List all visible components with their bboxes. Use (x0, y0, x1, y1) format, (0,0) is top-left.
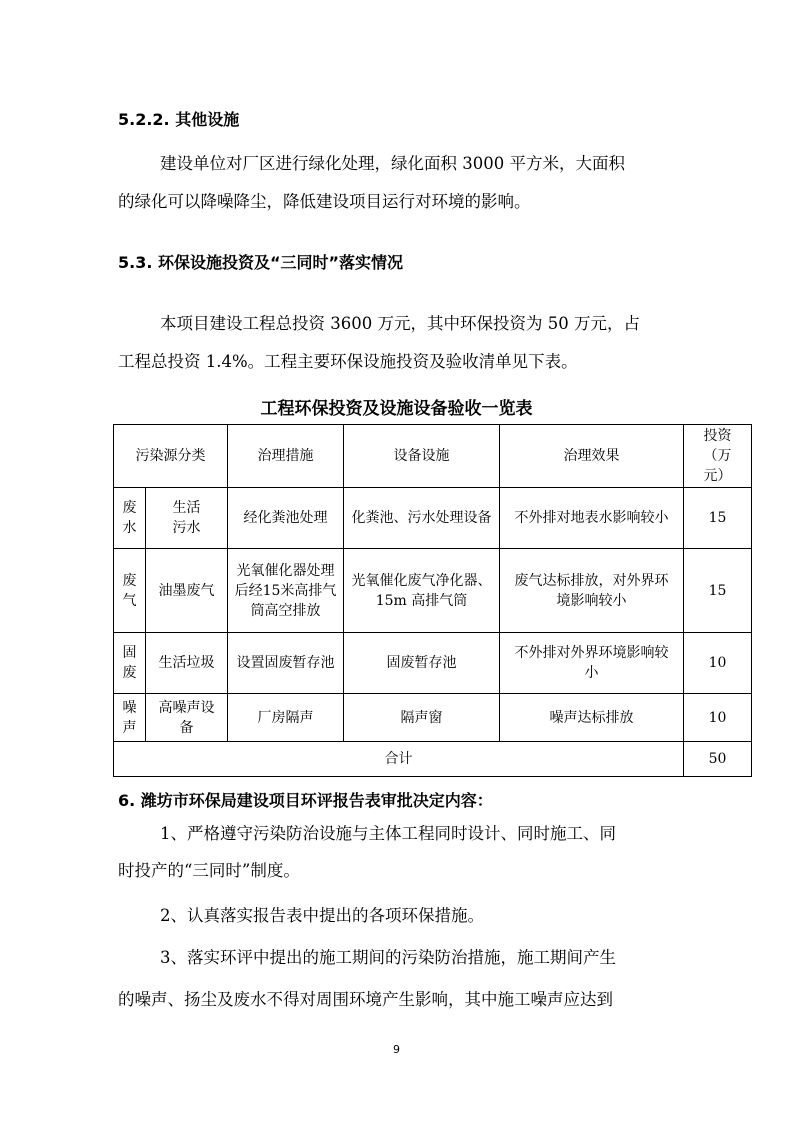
page-number: 9 (393, 1043, 400, 1056)
header-investment: 投资（万元） (684, 425, 752, 488)
cell-effect: 废气达标排放，对外界环境影响较小 (500, 549, 684, 633)
section-6-item2: 2、认真落实报告表中提出的各项环保措施。 (160, 906, 484, 925)
table-row (114, 633, 752, 694)
cell-effect: 不外排对地表水影响较小 (500, 488, 684, 549)
cell-effect: 不外排对外界环境影响较小 (500, 633, 684, 694)
cell-investment: 15 (684, 488, 752, 549)
cell-equipment: 隔声窗 (344, 694, 500, 742)
cell-equipment: 固废暂存池 (344, 633, 500, 694)
cell-measure: 光氧催化器处理后经15米高排气筒高空排放 (228, 549, 344, 633)
cell-source: 生活污水 (146, 488, 228, 549)
cell-investment: 15 (684, 549, 752, 633)
cell-type: 废气 (114, 549, 146, 633)
section-6-heading: 6. 潍坊市环保局建设项目环评报告表审批决定内容： (118, 791, 493, 810)
table-title: 工程环保投资及设施设备验收一览表 (260, 399, 533, 419)
section-53-para-line1: 本项目建设工程总投资 3600 万元，其中环保投资为 50 万元，占 (160, 314, 640, 333)
cell-measure: 经化粪池处理 (228, 488, 344, 549)
cell-measure: 厂房隔声 (228, 694, 344, 742)
section-6-item1-line2: 时投产的“三同时”制度。 (118, 861, 300, 880)
cell-measure: 设置固废暂存池 (228, 633, 344, 694)
header-effect: 治理效果 (500, 425, 684, 488)
table-row (114, 694, 752, 742)
section-522-heading: 5.2.2. 其他设施 (118, 110, 240, 129)
cell-source: 生活垃圾 (146, 633, 228, 694)
table-header-row (114, 425, 752, 488)
table-row (114, 549, 752, 633)
cell-equipment: 化粪池、污水处理设备 (344, 488, 500, 549)
cell-source: 高噪声设备 (146, 694, 228, 742)
section-53-para-line2: 工程总投资 1.4%。工程主要环保设施投资及验收清单见下表。 (118, 352, 578, 371)
section-6-item3-line1: 3、落实环评中提出的施工期间的污染防治措施，施工期间产生 (160, 948, 616, 967)
section-6-item1-line1: 1、严格遵守污染防治设施与主体工程同时设计、同时施工、同 (160, 824, 616, 843)
total-label: 合计 (114, 742, 684, 777)
header-measure: 治理措施 (228, 425, 344, 488)
section-522-para-line1: 建设单位对厂区进行绿化处理，绿化面积 3000 平方米，大面积 (160, 154, 625, 173)
header-equipment: 设备设施 (344, 425, 500, 488)
cell-investment: 10 (684, 694, 752, 742)
header-category: 污染源分类 (114, 425, 228, 488)
cell-type: 固废 (114, 633, 146, 694)
cell-equipment: 光氧催化废气净化器、15m 高排气筒 (344, 549, 500, 633)
cell-effect: 噪声达标排放 (500, 694, 684, 742)
table-total-row (114, 742, 752, 777)
investment-table (113, 424, 752, 777)
total-value: 50 (684, 742, 752, 777)
section-6-item3-line2: 的噪声、扬尘及废水不得对周围环境产生影响，其中施工噪声应达到 (118, 990, 613, 1009)
cell-investment: 10 (684, 633, 752, 694)
cell-type: 废水 (114, 488, 146, 549)
cell-source: 油墨废气 (146, 549, 228, 633)
table-row (114, 488, 752, 549)
section-522-para-line2: 的绿化可以降噪降尘，降低建设项目运行对环境的影响。 (118, 192, 531, 211)
cell-type: 噪声 (114, 694, 146, 742)
section-53-heading: 5.3. 环保设施投资及“三同时”落实情况 (118, 253, 404, 272)
